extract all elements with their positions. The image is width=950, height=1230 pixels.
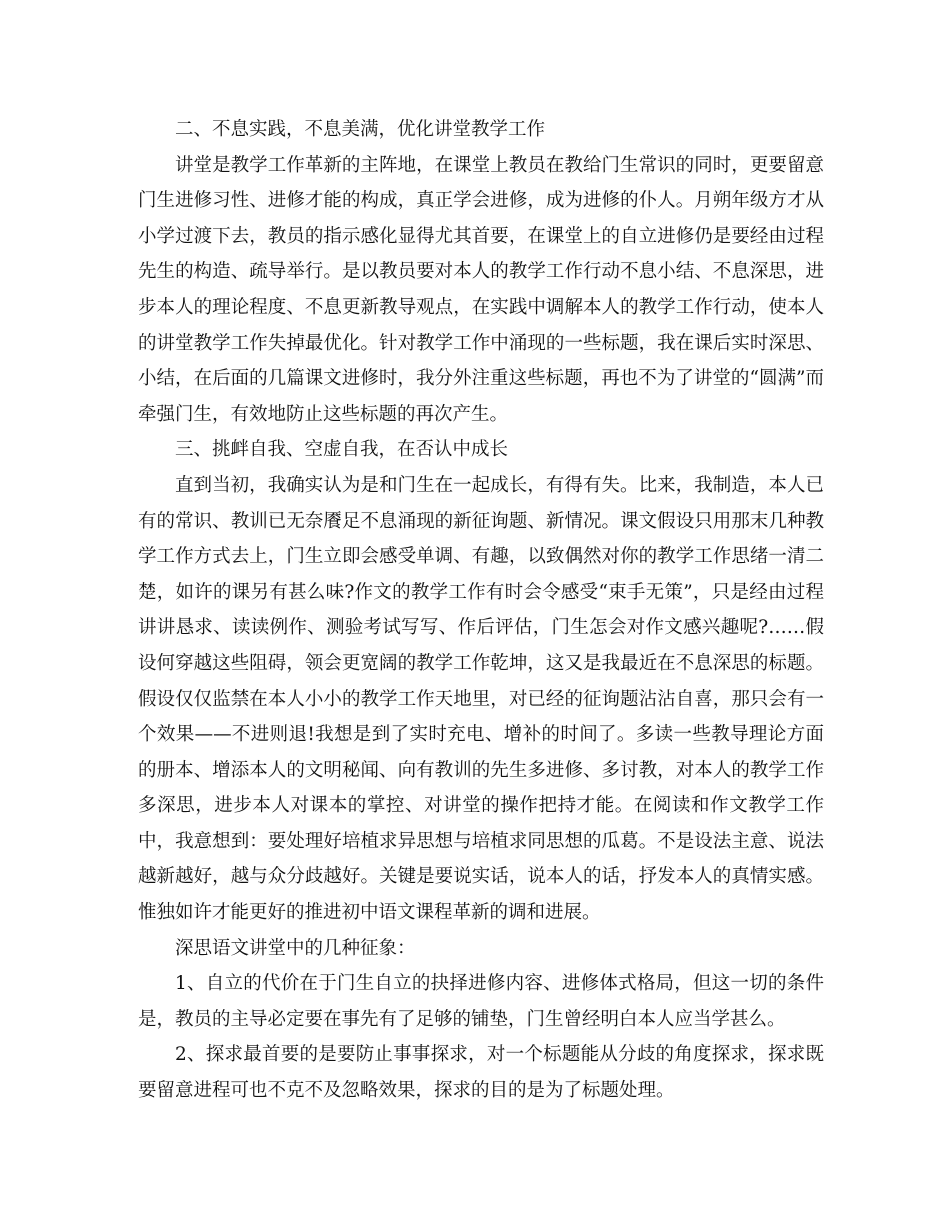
list-item-inquiry: 2、探求最首要的是要防止事事探求，对一个标题能从分歧的角度探求，探求既要留意进程可也不克不及忽略效果，探求的目的是为了标题处理。	[138, 1044, 824, 1102]
body-paragraph-growth: 直到当初，我确实认为是和门生在一起成长，有得有失。比来，我制造，本人已有的常识、教训已无奈餍足不息涌现的新征询题、新情况。课文假设只用那末几种教学工作方式去上，门生立即会感受单调、有趣，以致偶然对你的教学工作思绪一清二楚，如许的课另有甚么味?作文的教学工作有时会令感受“束手无策”，只是经由过程讲讲恳求、读读例作、测验考试写写、作后评估，门生怎会对作文感兴趣呢?……假设何穿越这些阻碍，领会更宽阔的教学工作乾坤，这又是我最近在不息深思的标题。假设仅仅监禁在本人小小的教学工作天地里，对已经的征询题沾沾自喜，那只会有一个效果——不进则退!我想是到了实时充电、增补的时间了。多读一些教导理论方面的册本、增添本人的文明秘闻、向有教训的先生多进修、多讨教，对本人的教学工作多深思，进步本人对课本的掌控、对讲堂的操作把持才能。在阅读和作文教学工作中，我意想到：要处理好培植求异思想与培植求同思想的瓜葛。不是设法主意、说法越新越好，越与众分歧越好。关键是要说实话，说本人的话，抒发本人的真情实感。惟独如许才能更好的推进初中语文课程革新的调和进展。	[138, 474, 824, 924]
document-body	[138, 112, 824, 1109]
body-paragraph-classroom: 讲堂是教学工作革新的主阵地，在课堂上教员在教给门生常识的同时，更要留意门生进修习性、进修才能的构成，真正学会进修，成为进修的仆人。月朔年级方才从小学过渡下去，教员的指示感化显得尤其首要，在课堂上的自立进修仍是要经由过程先生的构造、疏导举行。是以教员要对本人的教学工作行动不息小结、不息深思，进步本人的理论程度、不息更新教导观点，在实践中调解本人的教学工作行动，使本人的讲堂教学工作失掉最优化。针对教学工作中涌现的一些标题，我在课后实时深思、小结，在后面的几篇课文进修时，我分外注重这些标题，再也不为了讲堂的“圆满”而牵强门生，有效地防止这些标题的再次产生。	[138, 154, 824, 425]
section-heading-practice: 二、不息实践，不息美满，优化讲堂教学工作	[175, 119, 546, 140]
list-item-autonomy: 1、自立的代价在于门生自立的抉择进修内容、进修体式格局，但这一切的条件是，教员的主导必定要在事先有了足够的铺垫，门生曾经明白本人应当学甚么。	[138, 973, 824, 1030]
section-heading-reflection: 深思语文讲堂中的几种征象：	[175, 937, 416, 959]
section-heading-challenge: 三、挑衅自我、空虚自我，在否认中成长	[175, 439, 509, 461]
